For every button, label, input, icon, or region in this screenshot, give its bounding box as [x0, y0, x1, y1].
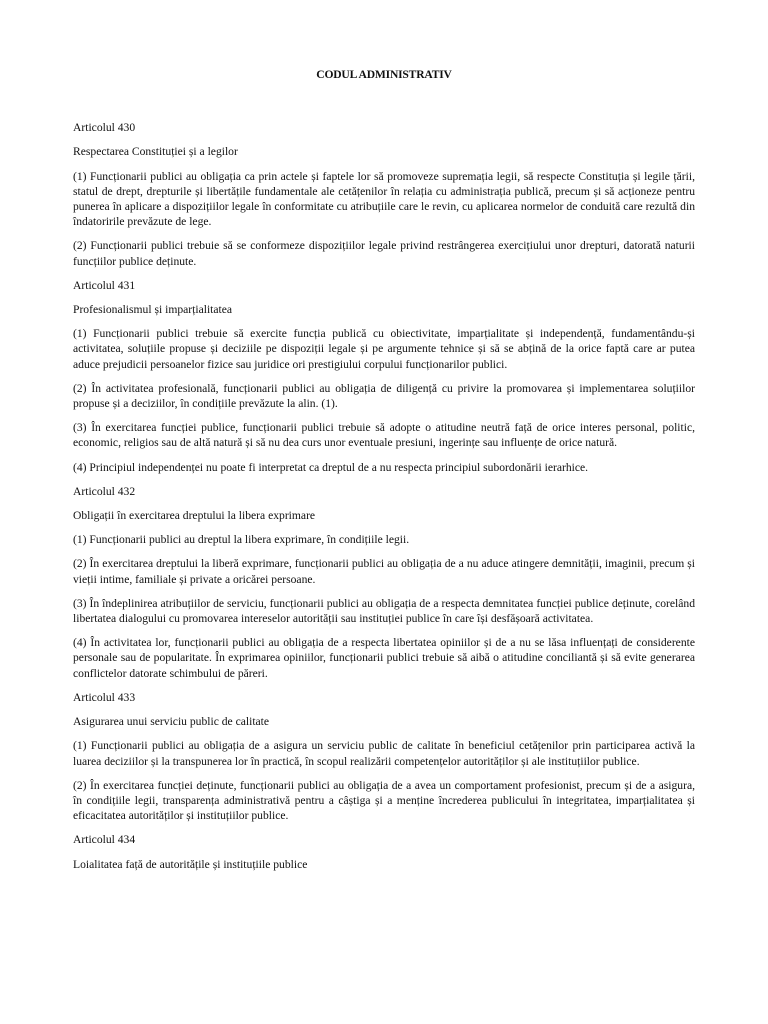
article-paragraph: (1) Funcționarii publici au obligația de a asigura un serviciu public de calitate în beneficiul cetățenilor prin participarea activă la luarea deciziilor și la transpunerea lor în practică, în scopul realizării competențelor autorităților și ale instituțiilor publice. — [73, 739, 695, 768]
document-page — [73, 67, 695, 881]
article-paragraph: (1) Funcționarii publici au obligația ca prin actele și faptele lor să promoveze supremația legii, să respecte Constituția și legile țării, statul de drept, drepturile și libertățile fundamentale ale cetățenilor în relația cu administrația publică, precum și să acționeze pentru punerea în aplicare a dispozițiilor legale în conformitate cu atribuțiile care le revin, cu aplicarea normelor de conduită care rezultă din îndatoririle prevăzute de lege. — [73, 169, 695, 229]
article-430 — [73, 120, 695, 269]
article-paragraph: (3) În îndeplinirea atribuțiilor de serviciu, funcționarii publici au obligația de a respecta demnitatea funcției publice deținute, corelând libertatea dialogului cu promovarea intereselor autorității sau instituției publice în care își desfășoară activitatea. — [73, 596, 695, 626]
article-number: Articolul 433 — [73, 690, 136, 704]
article-heading: Asigurarea unui serviciu public de calitate — [73, 715, 270, 729]
article-paragraph: (2) În exercitarea dreptului la liberă exprimare, funcționarii publici au obligația de a nu aduce atingere demnității, imaginii, precum și vieții intime, familiale și private a oricărei persoane. — [73, 557, 695, 586]
article-433 — [73, 690, 695, 823]
article-paragraph: (4) Principiul independenței nu poate fi interpretat ca dreptul de a nu respecta principiul subordonării ierarhice. — [73, 460, 589, 474]
article-number: Articolul 432 — [73, 484, 136, 498]
article-heading: Obligații în exercitarea dreptului la libera exprimare — [73, 509, 316, 523]
article-number: Articolul 431 — [73, 278, 136, 292]
article-paragraph: (1) Funcționarii publici au dreptul la libera exprimare, în condițiile legii. — [73, 533, 410, 547]
article-paragraph: (4) În activitatea lor, funcționarii publici au obligația de a respecta libertatea opiniilor și de a nu se lăsa influențați de considerente personale sau de popularitate. În exprimarea opiniilor, funcționarii publici trebuie să aibă o atitudine conciliantă și să evite generarea conflictelor datorate schimbului de păreri. — [73, 636, 695, 680]
article-heading: Loialitatea față de autoritățile și instituțiile publice — [73, 857, 308, 871]
article-number: Articolul 434 — [73, 833, 136, 847]
article-paragraph: (2) Funcționarii publici trebuie să se conformeze dispozițiilor legale privind restrângerea exercițiului unor drepturi, datorată naturii funcțiilor publice deținute. — [73, 239, 695, 268]
article-paragraph: (2) În activitatea profesională, funcționarii publici au obligația de diligență cu privire la promovarea și implementarea soluțiilor propuse și a deciziilor, în condițiile prevăzute la alin. (1). — [73, 381, 695, 411]
article-432 — [73, 484, 695, 681]
article-434 — [73, 832, 695, 871]
article-paragraph: (2) În exercitarea funcției deținute, funcționarii publici au obligația de a avea un comportament profesionist, precum și de a asigura, în condițiile legii, transparența administrativă pentru a câștiga și a menține încrederea publicului în integritatea, imparțialitatea și eficacitatea autorităților și instituțiilor publice. — [73, 778, 695, 823]
article-paragraph: (1) Funcționarii publici trebuie să exercite funcția publică cu obiectivitate, imparțialitate și independență, fundamentându-și activitatea, soluțiile propuse și deciziile pe dispoziții legale și pe argumente tehnice și să se abțină de la orice faptă care ar putea aduce prejudicii persoanelor fizice sau juridice ori prestigiului corpului funcționarilor publici. — [73, 327, 695, 371]
article-431 — [73, 278, 695, 475]
document-title: CODUL ADMINISTRATIV — [316, 68, 452, 81]
article-heading: Respectarea Constituției și a legilor — [73, 145, 238, 159]
article-number: Articolul 430 — [73, 121, 136, 135]
article-heading: Profesionalismul și imparțialitatea — [73, 303, 233, 317]
article-paragraph: (3) În exercitarea funcției publice, funcționarii publici trebuie să adopte o atitudine neutră față de orice interes personal, politic, economic, religios sau de altă natură și să nu dea curs unor eventuale presiuni, ingerințe sau influențe de orice natură. — [73, 421, 695, 450]
